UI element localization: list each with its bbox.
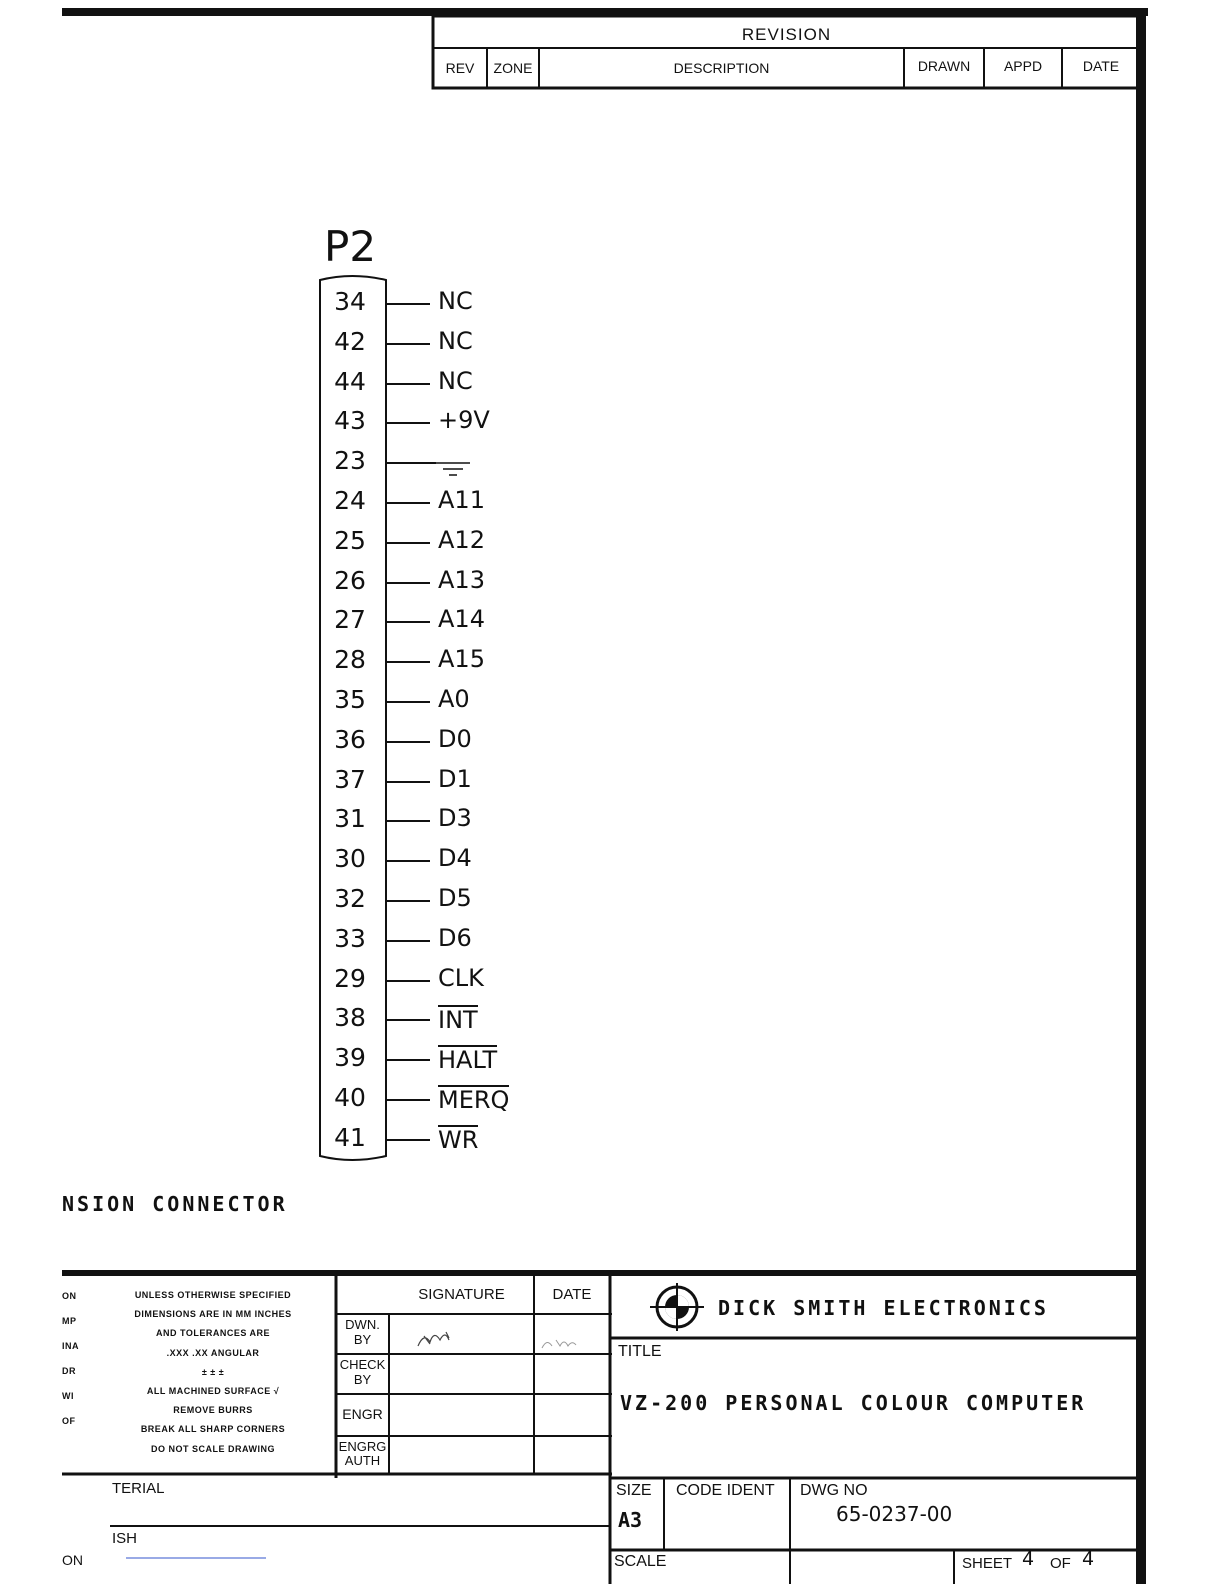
pin-number: 29: [334, 964, 366, 993]
signature-header: SIGNATURE: [418, 1286, 505, 1303]
revision-title: REVISION: [741, 25, 832, 44]
pin-signal: CLK: [438, 964, 484, 992]
pin-signal: HALT: [438, 1046, 498, 1074]
pin-signal: A12: [438, 526, 485, 554]
drawn-header: DRAWN: [917, 58, 971, 74]
code-ident-label: CODE IDENT: [676, 1482, 775, 1499]
pin-number: 41: [334, 1123, 366, 1152]
tolerance-line: AND TOLERANCES ARE: [155, 1328, 270, 1339]
dwg-no-value: 65-0237-00: [836, 1502, 953, 1526]
pin-number: 36: [334, 725, 366, 754]
tolerance-line: UNLESS OTHERWISE SPECIFIED: [134, 1290, 292, 1300]
tolerance-line: ± ± ±: [201, 1366, 225, 1377]
engr-label: ENGR: [342, 1406, 383, 1422]
pin-signal: A0: [438, 685, 470, 713]
company-name: DICK SMITH ELECTRONICS: [718, 1296, 1049, 1320]
pin-number: 24: [334, 486, 366, 515]
pin-signal: D4: [438, 844, 472, 872]
pin-number: 23: [334, 446, 366, 475]
size-value: A3: [618, 1508, 643, 1532]
sheet-label: SHEET: [962, 1555, 1013, 1572]
pin-signal: NC: [438, 287, 473, 315]
rev-header: REV: [445, 60, 475, 76]
pin-number: 35: [334, 685, 366, 714]
pin-number: 26: [334, 566, 366, 595]
size-label: SIZE: [616, 1482, 652, 1499]
bottom-left-fragment: ON: [62, 1552, 83, 1568]
pin-number: 40: [334, 1083, 366, 1112]
tolerance-line: BREAK ALL SHARP CORNERS: [140, 1424, 286, 1435]
drawing-title: VZ-200 PERSONAL COLOUR COMPUTER: [620, 1391, 1087, 1415]
pin-signal: NC: [438, 327, 473, 355]
pin-signal: WR: [438, 1126, 479, 1154]
pin-number: 31: [334, 804, 366, 833]
material-label: TERIAL: [112, 1480, 165, 1497]
description-header: DESCRIPTION: [673, 60, 770, 76]
pin-number: 27: [334, 605, 366, 634]
check-by-label: CHECK BY: [339, 1357, 386, 1387]
pin-signal: A15: [438, 645, 485, 673]
tolerance-fragment: DR: [62, 1366, 76, 1376]
pin-number: 42: [334, 327, 366, 356]
pin-number: 44: [334, 367, 366, 396]
pin-signal: A13: [438, 566, 485, 594]
tolerance-line: DO NOT SCALE DRAWING: [151, 1443, 275, 1454]
pin-number: 37: [334, 765, 366, 794]
pin-number: 28: [334, 645, 366, 674]
appd-header: APPD: [1003, 58, 1043, 74]
pin-signal: D6: [438, 924, 472, 952]
pin-signal: D1: [438, 765, 472, 793]
pin-number: 34: [334, 287, 366, 316]
engrg-auth-label: ENGRG AUTH: [338, 1439, 387, 1469]
pin-signal: +9V: [438, 406, 490, 434]
pin-signal: A14: [438, 605, 485, 633]
dwg-no-label: DWG NO: [800, 1482, 868, 1499]
tolerance-line: REMOVE BURRS: [173, 1405, 253, 1416]
tolerance-fragment: INA: [62, 1341, 79, 1351]
pin-signal: INT: [438, 1006, 478, 1034]
pin-number: 25: [334, 526, 366, 555]
tolerance-fragment: WI: [62, 1391, 74, 1401]
tolerance-fragment: ON: [62, 1291, 77, 1301]
sheet-total: 4: [1082, 1548, 1095, 1570]
pin-signal: A11: [438, 486, 485, 514]
date-header: DATE: [1082, 58, 1120, 74]
pin-number: 38: [334, 1003, 366, 1032]
tolerance-fragment: MP: [62, 1316, 77, 1326]
tolerance-line: DIMENSIONS ARE IN MM INCHES: [134, 1309, 292, 1320]
finish-label: ISH: [112, 1530, 138, 1547]
signature-date-header: DATE: [552, 1286, 592, 1303]
pin-signal: NC: [438, 367, 473, 395]
pin-number: 33: [334, 924, 366, 953]
pin-signal: D3: [438, 804, 472, 832]
pin-number: 43: [334, 406, 366, 435]
pin-signal: D5: [438, 884, 472, 912]
pin-signal: MERQ: [438, 1086, 510, 1114]
drawing-caption: NSION CONNECTOR: [62, 1192, 288, 1216]
title-label: TITLE: [618, 1343, 662, 1360]
pin-signal: D0: [438, 725, 472, 753]
sheet-number: 4: [1022, 1548, 1035, 1570]
dwn-by-label: DWN. BY: [345, 1317, 380, 1347]
pin-number: 32: [334, 884, 366, 913]
of-label: OF: [1050, 1555, 1071, 1572]
zone-header: ZONE: [493, 60, 533, 76]
scale-label: SCALE: [614, 1553, 667, 1570]
tolerance-fragment: OF: [62, 1416, 76, 1426]
connector-ref: P2: [324, 222, 377, 271]
pin-number: 30: [334, 844, 366, 873]
pin-number: 39: [334, 1043, 366, 1072]
tolerance-line: ALL MACHINED SURFACE √: [146, 1386, 280, 1396]
tolerance-line: .XXX .XX ANGULAR: [166, 1347, 260, 1358]
